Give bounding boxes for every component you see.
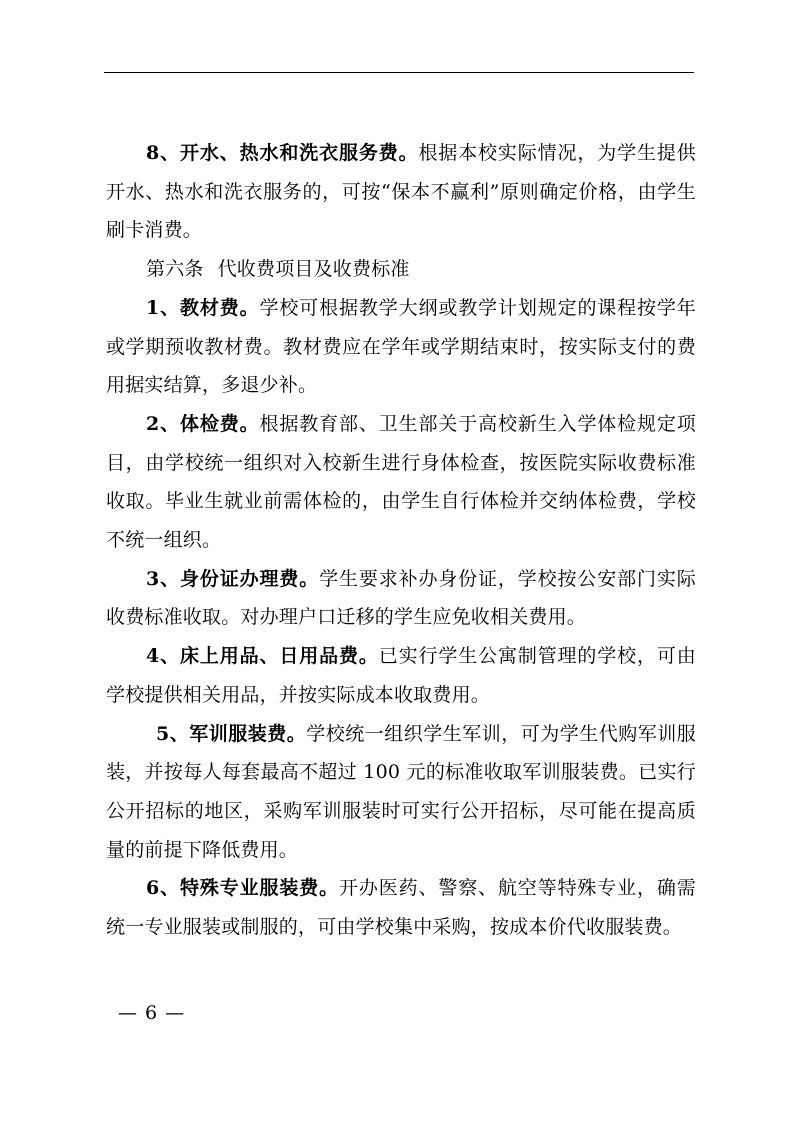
paragraph-item-2 <box>106 405 696 560</box>
paragraph-text: 学生要求补办身份证，学校按公安部门实际收费标准收取。对办理户口迁移的学生应免收相关费用。 <box>106 567 696 629</box>
paragraph-text: 开办医药、警察、航空等特殊专业，确需统一专业服装或制服的，可由学校集中采购，按成本价代收服装费。 <box>106 877 696 939</box>
paragraph-text: 根据教育部、卫生部关于高校新生入学体检规定项目，由学校统一组织对入校新生进行身体检查，按医院实际收费标准收取。毕业生就业前需体检的，由学生自行体检并交纳体检费，学校不统一组织。 <box>106 412 697 552</box>
paragraph-lead: 5、军训服装费。 <box>156 722 307 745</box>
paragraph-text: 已实行学生公寓制管理的学校，可由学校提供相关用品，并按实际成本收取费用。 <box>106 645 696 706</box>
paragraph-item-5 <box>106 715 696 870</box>
paragraph-item-6 <box>106 869 696 946</box>
page-number: — 6 — <box>118 1002 186 1024</box>
paragraph-lead: 8、开水、热水和洗衣服务费。 <box>146 142 419 164</box>
paragraph-text: 学校统一组织学生军训，可为学生代购军训服装，并按每人每套最高不超过 100 元的标准收取军训服装费。已实行公开招标的地区，采购军训服装时可实行公开招标，尽可能在提高质量的前提下降低费用。 <box>106 722 696 861</box>
paragraph-lead: 3、身份证办理费。 <box>146 567 320 590</box>
paragraph-item-3 <box>106 560 696 637</box>
paragraph-text: 根据本校实际情况，为学生提供开水、热水和洗衣服务的，可按“保本不赢利”原则确定价格，由学生刷卡消费。 <box>106 142 696 242</box>
section-number: 第六条 <box>146 258 204 281</box>
paragraph-item-4 <box>106 637 696 714</box>
document-body <box>106 134 696 947</box>
paragraph-lead: 1、教材费。 <box>146 296 260 319</box>
paragraph-item-8 <box>106 134 696 250</box>
paragraph-text: 学校可根据教学大纲或教学计划规定的课程按学年或学期预收教材费。教材费应在学年或学期结束时，按实际支付的费用据实结算，多退少补。 <box>106 296 697 397</box>
section-heading <box>106 250 696 289</box>
paragraph-item-1 <box>106 289 696 405</box>
header-rule <box>104 72 694 73</box>
paragraph-lead: 2、体检费。 <box>146 412 260 435</box>
section-title: 代收费项目及收费标准 <box>217 258 410 281</box>
paragraph-lead: 4、床上用品、日用品费。 <box>146 645 379 668</box>
paragraph-lead: 6、特殊专业服装费。 <box>146 877 339 900</box>
